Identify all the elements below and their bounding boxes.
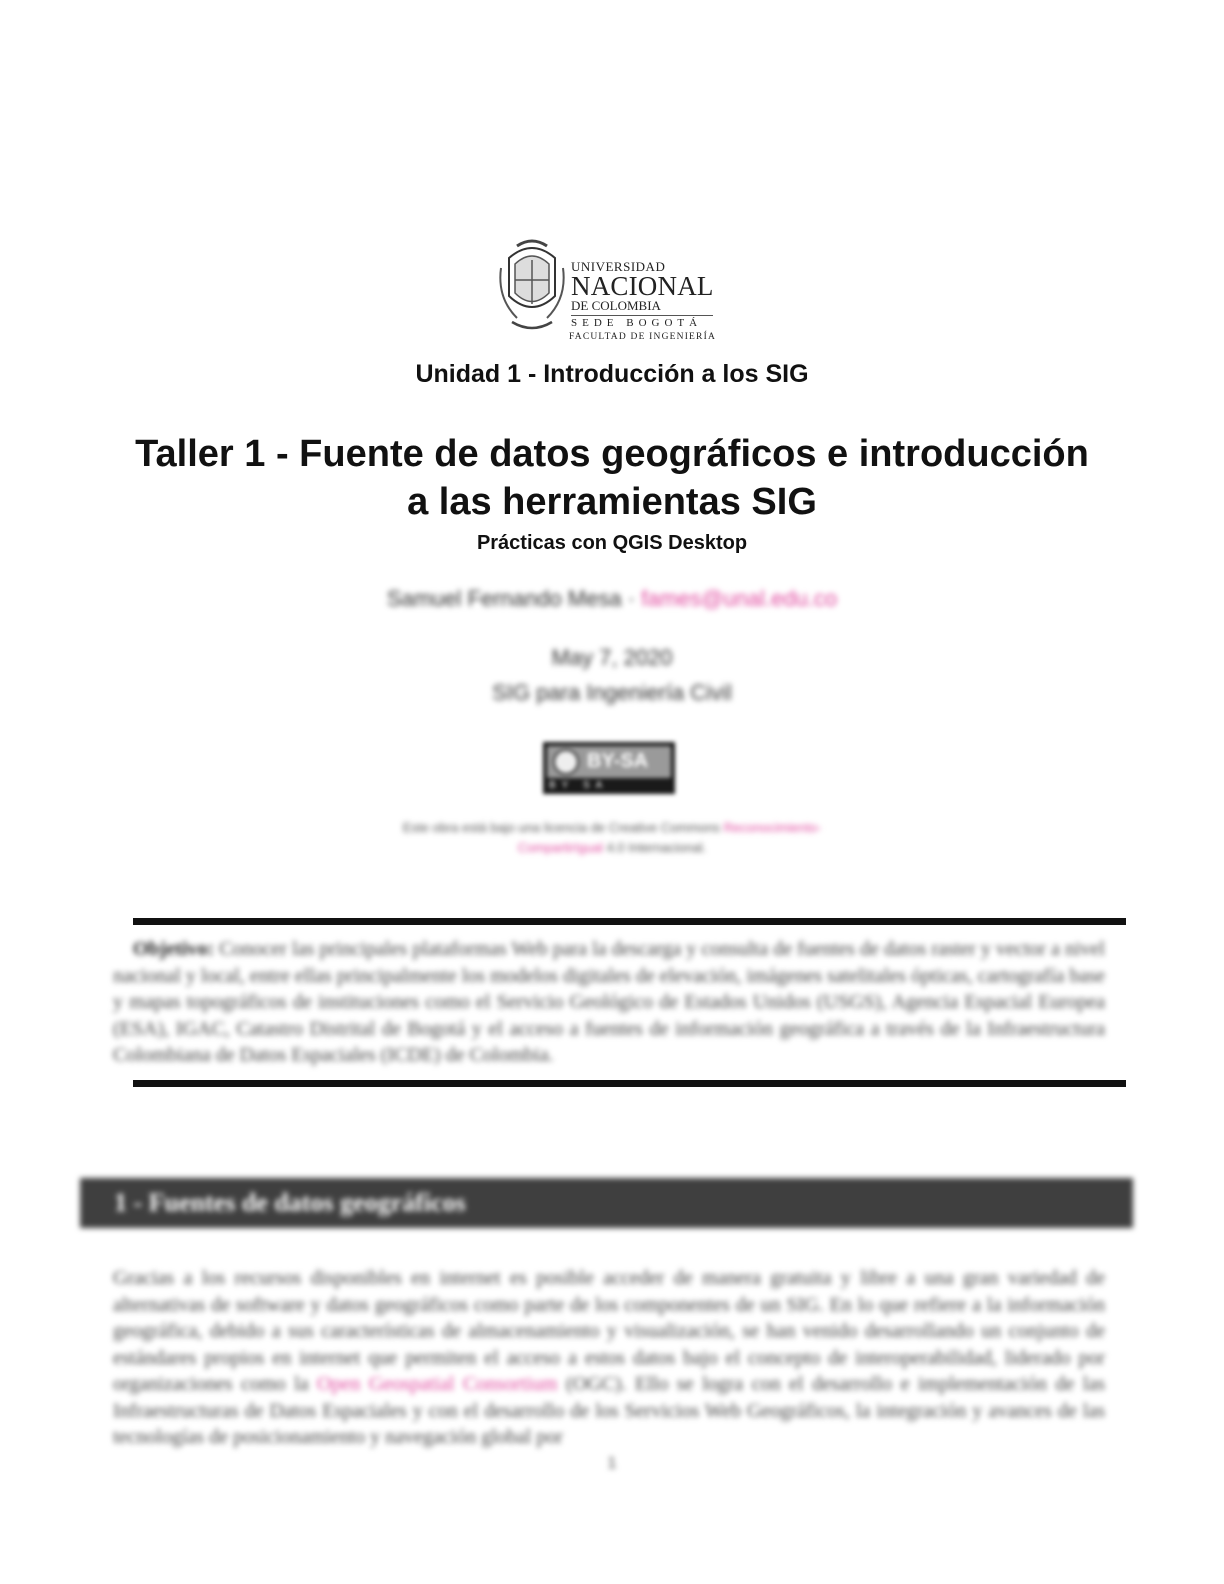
title-text: Taller 1 - Fuente de datos geográficos e introducción a las herramientas SIG — [135, 433, 1089, 523]
abstract-label: Objetivo: — [133, 938, 215, 960]
logo-line-colombia: DE COLOMBIA — [571, 298, 713, 316]
course-name: SIG para Ingeniería Civil — [492, 680, 732, 705]
university-seal-icon — [497, 238, 567, 334]
page-number: 1 — [607, 1455, 617, 1472]
logo-line-universidad: UNIVERSIDAD — [571, 259, 666, 274]
abstract-top-rule — [133, 918, 1126, 925]
document-date: May 7, 2020 — [551, 645, 673, 670]
cc-icon — [553, 749, 579, 775]
abstract-text: Conocer las principales plataformas Web para la descarga y consulta de fuentes de datos raster y vector a nivel nacional y local, entre ellas principalmente los modelos digitales de elevación, imágenes satelitales ópticas, cartografía base y mapas topográficos de instituciones como el Servicio Geológico de Estados Unidos (USGS), Agencia Espacial Europea (ESA), IGAC, Catastro Distrital de Bogotá y el acceso a fuentes de información geográfica a través de la Infraestructura Colombiana de Datos Espaciales (ICDE) de Colombia. — [113, 938, 1105, 1066]
creative-commons-badge[interactable] — [543, 742, 675, 794]
section-header — [80, 1178, 1133, 1228]
license-text-before: Este obra está bajo una licencia de Creative Commons — [402, 820, 724, 835]
body-text-before: Gracias a los recursos disponibles en internet es posible acceder de manera gratuita y libre a una gran variedad de alternativas de software y datos geográficos como parte de los componentes de un SIG. En lo que refiere a la información geográfica, debido a sus características de almacenamiento y visualización, se han venido desarrollando un conjunto de estándares propios en internet que permiten el acceso a estos datos bajo el concepto de interoperabilidad, liderado por organizaciones como la — [113, 1267, 1105, 1395]
license-text-after: 4.0 Internacional. — [602, 840, 707, 855]
unit-heading: Unidad 1 - Introducción a los SIG — [415, 360, 809, 388]
logo-wordmark — [571, 260, 716, 343]
body-paragraph — [113, 1265, 1105, 1451]
abstract-paragraph — [113, 936, 1105, 1069]
university-logo — [497, 238, 727, 350]
license-notice — [0, 818, 1224, 858]
logo-line-nacional: NACIONAL — [571, 271, 714, 301]
author-name: Samuel Fernando Mesa · — [386, 586, 642, 611]
ogc-link[interactable]: Open Geospatial Consortium — [317, 1373, 558, 1395]
document-title — [0, 430, 1224, 526]
badge-text: BY-SA — [587, 750, 649, 772]
author-line — [0, 586, 1224, 612]
document-subtitle: Prácticas con QGIS Desktop — [476, 532, 748, 554]
author-email-link[interactable]: fames@unal.edu.co — [641, 586, 838, 611]
logo-line-sede: SEDE BOGOTÁ — [571, 317, 703, 329]
abstract-bottom-rule — [133, 1080, 1126, 1087]
logo-line-facultad: FACULTAD DE INGENIERÍA — [569, 332, 717, 342]
license-link[interactable]: Reconocimiento-CompartirIgual — [517, 820, 822, 855]
section-title: 1 - Fuentes de datos geográficos — [114, 1188, 466, 1217]
body-text-after: (OGC). Ello se logra con el desarrollo e implementación de las Infraestructuras de Datos Espaciales y con el desarrollo de los Servicios Web Geográficos, la integración y avances de las tecnologías de posicionamiento y navegación global por — [113, 1373, 1105, 1448]
badge-bottom-text: BY SA — [549, 780, 609, 791]
